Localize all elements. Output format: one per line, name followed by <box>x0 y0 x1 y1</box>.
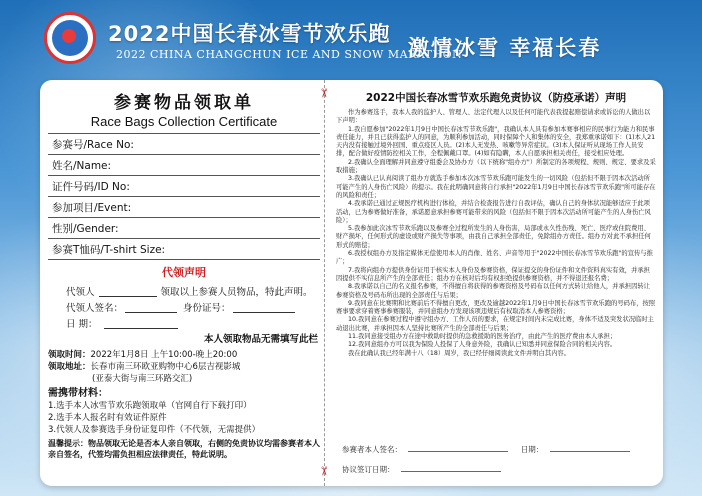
date-label: 日期： <box>520 445 544 454</box>
form-row-gender[interactable]: 性别/Gender: <box>48 218 320 239</box>
collection-certificate <box>48 86 320 480</box>
agreement-paragraph: 4.我承诺已通过正规医疗机构进行体检，并结合检查报告进行自我评估，确认自己的身体状况能够适应于此项活动，已为参赛做好准备，承诺愿意承担参赛可能带来的风险（包括但不限于因本次活动所可能产生的人身伤亡风险）； <box>336 200 651 224</box>
proxy-signature-blank[interactable] <box>125 302 177 313</box>
agreement-date-label: 协议签订日期： <box>342 465 395 474</box>
document-card <box>40 80 663 486</box>
agreement-date-blank[interactable] <box>401 464 501 472</box>
agreement-paragraph: 我在此确认我已经年满十八（18）周岁，我已经仔细阅读此文件并明白其内容。 <box>348 349 571 357</box>
event-title-cn: 2022中国长春冰雪节欢乐跑 <box>108 22 391 46</box>
materials-item: 3.代领人及参赛选手身份证复印件（不代领，无需提供） <box>48 425 261 435</box>
agreement-paragraph: 10.我同意在参赛过程中遵守组办方、工作人员的要求，在规定时间内未完成比赛，身体不适及突发状况临时主动退出比赛，并承担因本人坚持比赛所产生的全部责任与后果； <box>336 316 654 332</box>
proxy-declaration: 领取以上参赛人员物品，特此声明。 <box>160 287 313 298</box>
required-materials <box>48 388 320 436</box>
agreement-title: 2022中国长春冰雪节欢乐跑免责协议（防疫承诺）声明 <box>365 92 627 104</box>
agreement-paragraph: 8.我承诺以自己的名义报名参赛，不得擅自将获得的参赛资格及号码布以任何方式转让给他人，并承担因转让参赛资格及号码布所出现的全部责任与后果； <box>336 283 650 299</box>
tip-label: 温馨提示： <box>48 439 88 448</box>
form-row-tshirt-size[interactable]: 参赛T恤码/T-shirt Size: <box>48 239 320 260</box>
agreement-paragraph: 作为参赛选手，我本人我的监护人、管理人、法定代理人以及任何可能代表我提起赔偿请求或诉讼的人做出以下声明： <box>336 109 651 125</box>
proxy-note: 本人领取物品无需填写此栏 <box>203 334 318 345</box>
agreement-date-line <box>342 464 501 475</box>
registration-form <box>48 133 320 260</box>
proxy-statement <box>48 264 320 345</box>
warm-tip <box>48 438 320 460</box>
date-blank[interactable] <box>550 444 630 452</box>
form-row-name[interactable]: 姓名/Name: <box>48 155 320 176</box>
disclaimer-agreement <box>336 90 656 480</box>
certificate-title-en: Race Bags Collection Certificate <box>90 114 278 129</box>
certificate-title-cn: 参赛物品领取单 <box>114 93 254 113</box>
materials-item: 1.选手本人冰雪节欢乐跑领取单（官网自行下载打印） <box>48 401 252 411</box>
agreement-paragraph: 12.我同意组办方可以我为保险人投保了人身意外险，我确认已知悉并同意保险合同的相关内容。 <box>348 341 617 349</box>
materials-title: 需携带材料： <box>48 388 108 399</box>
proxy-date-blank[interactable] <box>104 318 178 329</box>
agreement-paragraph: 2.我确认全面理解并同意遵守组委会及协办方（以下统称"组办方"）所制定的各项规程、规则、规定、要求及采取措施； <box>336 158 656 175</box>
proxy-signature-label: 代领人签名： <box>66 303 124 314</box>
pickup-info <box>48 349 320 385</box>
form-row-id-no[interactable]: 证件号码/ID No: <box>48 176 320 197</box>
participant-signature-label: 参赛者本人签名： <box>342 445 402 454</box>
agreement-paragraph: 11.我同意接受组办方在途中救助时提供的急救援助的医务治疗，由此产生的医疗费由本人承担； <box>348 333 617 341</box>
agreement-paragraph: 1.我自愿参加"2022年1月9日中国长春冰雪节欢乐跑"，我确认本人具有参加本赛事相应的民事行为能力和民事责任能力，并且已获得监护人的同意，为顺利参加活动，同时保障个人和集体的安全，我郑重承诺如下：(1)本人21天内没有接触过境外回国、重点疫区人员。(2)本人无发热、咳嗽等异常症状。(3)本人保证听从现场工作人员安排，配合做好疫情防控相关工作，全程佩戴口罩。(4)如有隐瞒，本人自愿承担相关责任，接受相应处理。 <box>336 125 656 158</box>
event-logo <box>44 12 96 64</box>
scissors-icon: ✂ <box>317 465 332 477</box>
form-row-race-no[interactable]: 参赛号/Race No: <box>48 134 320 155</box>
event-title-en: 2022 CHINA CHANGCHUN ICE AND SNOW MARATHON <box>116 48 463 61</box>
proxy-id-blank[interactable] <box>233 302 295 313</box>
tip-text: 物品领取无论是否本人亲自领取，右侧的免责协议均需参赛者本人亲自签名，代签均需负担相应法律责任，特此说明。 <box>48 439 320 459</box>
participant-signature-blank[interactable] <box>408 444 508 452</box>
proxy-name-blank[interactable] <box>99 286 157 297</box>
proxy-date-label: 日 期： <box>66 319 98 330</box>
proxy-title: 代领声明 <box>162 266 206 279</box>
agreement-paragraph: 5.我参加此次冰雪节欢乐跑以及参赛全过程所发生的人身伤害，局部或永久性伤残、死亡、医疗或住院费用、财产损坏，任何形式的虚设或财产损失等事项，由我自己承担全部责任，免除组办方责任。组办方对此不承担任何形式的赔偿； <box>336 225 651 249</box>
agreement-paragraph: 3.我确认已认真阅读了组办方就选手参加本次冰雪节欢乐跑可能发生的一切风险（包括但不限于因本次活动所可能产生的人身伤亡风险）的提示。我在此明确同意将自行承担"2022年1月9日中国长春冰雪节欢乐跑"所可能存在的风险和责任； <box>336 175 656 199</box>
agreement-paragraph: 7.我将向组办方提供身份证用于核实本人身份及参赛资格，保证提交的身份证件和文件资料真实有效，并承担因提供不实信息所产生的全部责任；组办方在核对后均有权拒绝提供参赛资格，并不得退还报名费； <box>336 266 650 282</box>
agreement-body <box>336 109 656 358</box>
pickup-place-label: 领取地址： <box>48 362 91 372</box>
agreement-paragraph: 9.我同意在比赛期和比赛前后不得擅自更改，更改及逾越2022年1月9日中国长春冰雪节欢乐跑的号码布，按照赛事要求穿着赛事参赛服装，并同意组办方发现该项违规后有权取消本人参赛资格； <box>336 299 656 316</box>
proxy-id-label: 身份证号： <box>183 303 231 314</box>
agreement-paragraph: 6.我授权组办方及指定媒体无偿使用本人的肖像、姓名、声音等用于"2022中国长春冰雪节欢乐跑"的宣传与推广； <box>336 250 653 266</box>
header-banner <box>0 0 702 78</box>
scissors-icon: ✂ <box>317 87 332 99</box>
proxy-label: 代领人 <box>66 287 95 298</box>
materials-item: 2.选手本人报名时有效证件原件 <box>48 413 167 423</box>
pickup-time-value: 2022年1月8日 上午10:00-晚上20:00 <box>90 350 238 360</box>
form-row-event[interactable]: 参加项目/Event: <box>48 197 320 218</box>
pickup-place-detail: (亚泰大街与南三环路交汇) <box>92 374 193 384</box>
event-slogan: 激情冰雪 幸福长春 <box>408 36 602 60</box>
cut-line <box>324 80 325 486</box>
signature-line <box>342 444 630 455</box>
pickup-place-value: 长春市南三环欧亚购物中心6层吉视影城 <box>90 362 241 372</box>
pickup-time-label: 领取时间： <box>48 350 91 360</box>
